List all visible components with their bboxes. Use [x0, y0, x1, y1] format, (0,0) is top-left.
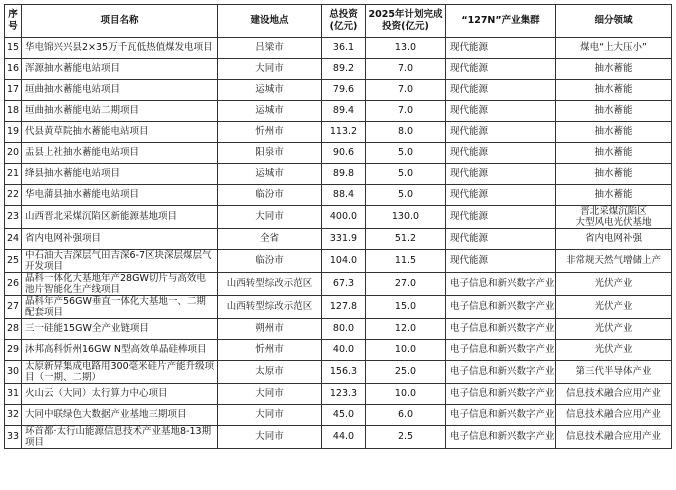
cell-location: 大同市	[218, 59, 322, 80]
cell-name: 绛县抽水蓄能电站项目	[22, 164, 218, 185]
cell-cluster: 现代能源	[446, 122, 556, 143]
table-row	[5, 122, 672, 143]
cell-plan-2025: 12.0	[366, 319, 446, 340]
cell-cluster: 现代能源	[446, 229, 556, 250]
cell-no: 26	[5, 273, 22, 296]
cell-total-invest: 123.3	[322, 384, 366, 405]
cell-plan-2025: 10.0	[366, 384, 446, 405]
cell-location: 运城市	[218, 80, 322, 101]
cell-name: 华电蒲县抽水蓄能电站项目	[22, 185, 218, 206]
cell-no: 30	[5, 361, 22, 384]
cell-no: 32	[5, 405, 22, 426]
cell-location: 朔州市	[218, 319, 322, 340]
cell-cluster: 电子信息和新兴数字产业	[446, 296, 556, 319]
cell-plan-2025: 13.0	[366, 38, 446, 59]
cell-location: 山西转型综改示范区	[218, 296, 322, 319]
cell-location: 忻州市	[218, 122, 322, 143]
table-row	[5, 319, 672, 340]
cell-cluster: 电子信息和新兴数字产业	[446, 405, 556, 426]
cell-name: 大同中联绿色大数据产业基地三期项目	[22, 405, 218, 426]
cell-name: 代县黄草院抽水蓄能电站项目	[22, 122, 218, 143]
cell-field: 省内电网补强	[556, 229, 672, 250]
cell-field: 光伏产业	[556, 340, 672, 361]
cell-field: 抽水蓄能	[556, 164, 672, 185]
cell-field: 第三代半导体产业	[556, 361, 672, 384]
cell-name: 省内电网补强项目	[22, 229, 218, 250]
cell-location: 大同市	[218, 206, 322, 229]
cell-cluster: 电子信息和新兴数字产业	[446, 384, 556, 405]
header-plan-2025: 2025年计划完成 投资(亿元)	[366, 5, 446, 38]
cell-plan-2025: 5.0	[366, 185, 446, 206]
table-row	[5, 185, 672, 206]
table-row	[5, 59, 672, 80]
cell-plan-2025: 7.0	[366, 59, 446, 80]
table-row	[5, 38, 672, 59]
cell-location: 吕梁市	[218, 38, 322, 59]
cell-no: 15	[5, 38, 22, 59]
cell-no: 28	[5, 319, 22, 340]
cell-name: 盂县上社抽水蓄能电站项目	[22, 143, 218, 164]
cell-plan-2025: 7.0	[366, 80, 446, 101]
cell-location: 大同市	[218, 405, 322, 426]
cell-no: 22	[5, 185, 22, 206]
cell-total-invest: 89.2	[322, 59, 366, 80]
cell-total-invest: 67.3	[322, 273, 366, 296]
cell-name: 中石油大吉深层气田吉深6-7区块深层煤层气开发项目	[22, 250, 218, 273]
cell-total-invest: 89.4	[322, 101, 366, 122]
cell-name: 环首都·太行山能源信息技术产业基地8-13期项目	[22, 426, 218, 449]
header-no: 序 号	[5, 5, 22, 38]
cell-plan-2025: 11.5	[366, 250, 446, 273]
cell-location: 运城市	[218, 101, 322, 122]
project-table	[4, 4, 672, 449]
header-cluster: “127N”产业集群	[446, 5, 556, 38]
cell-plan-2025: 10.0	[366, 340, 446, 361]
cell-no: 31	[5, 384, 22, 405]
cell-field: 抽水蓄能	[556, 101, 672, 122]
cell-name: 三一硅能15GW全产业链项目	[22, 319, 218, 340]
cell-total-invest: 44.0	[322, 426, 366, 449]
cell-no: 20	[5, 143, 22, 164]
cell-cluster: 电子信息和新兴数字产业	[446, 273, 556, 296]
cell-no: 18	[5, 101, 22, 122]
cell-field: 光伏产业	[556, 273, 672, 296]
cell-field: 抽水蓄能	[556, 143, 672, 164]
table-row	[5, 405, 672, 426]
cell-total-invest: 80.0	[322, 319, 366, 340]
table-container	[4, 4, 672, 449]
cell-total-invest: 156.3	[322, 361, 366, 384]
cell-total-invest: 88.4	[322, 185, 366, 206]
cell-cluster: 现代能源	[446, 250, 556, 273]
cell-total-invest: 89.8	[322, 164, 366, 185]
cell-name: 晶科年产56GW垂直一体化大基地一、二期配套项目	[22, 296, 218, 319]
cell-total-invest: 113.2	[322, 122, 366, 143]
cell-total-invest: 104.0	[322, 250, 366, 273]
cell-field: 抽水蓄能	[556, 59, 672, 80]
cell-total-invest: 90.6	[322, 143, 366, 164]
cell-name: 晶科一体化大基地年产28GW切片与高效电池片智能化生产线项目	[22, 273, 218, 296]
cell-location: 运城市	[218, 164, 322, 185]
table-row	[5, 101, 672, 122]
cell-cluster: 现代能源	[446, 59, 556, 80]
cell-location: 全省	[218, 229, 322, 250]
cell-total-invest: 45.0	[322, 405, 366, 426]
cell-plan-2025: 7.0	[366, 101, 446, 122]
cell-location: 忻州市	[218, 340, 322, 361]
cell-plan-2025: 130.0	[366, 206, 446, 229]
cell-field: 信息技术融合应用产业	[556, 426, 672, 449]
table-row	[5, 143, 672, 164]
cell-field: 光伏产业	[556, 319, 672, 340]
cell-field: 光伏产业	[556, 296, 672, 319]
cell-cluster: 现代能源	[446, 164, 556, 185]
cell-field: 非常规天然气增储上产	[556, 250, 672, 273]
cell-field: 抽水蓄能	[556, 185, 672, 206]
cell-location: 太原市	[218, 361, 322, 384]
cell-field: 信息技术融合应用产业	[556, 384, 672, 405]
cell-location: 临汾市	[218, 250, 322, 273]
cell-no: 16	[5, 59, 22, 80]
cell-plan-2025: 27.0	[366, 273, 446, 296]
cell-name: 太原新昇集成电路用300毫米硅片产能升级项目（一期、二期）	[22, 361, 218, 384]
header-total-invest: 总投资 (亿元)	[322, 5, 366, 38]
cell-plan-2025: 25.0	[366, 361, 446, 384]
cell-location: 临汾市	[218, 185, 322, 206]
cell-plan-2025: 15.0	[366, 296, 446, 319]
cell-field: 抽水蓄能	[556, 122, 672, 143]
cell-total-invest: 79.6	[322, 80, 366, 101]
cell-plan-2025: 8.0	[366, 122, 446, 143]
cell-cluster: 现代能源	[446, 185, 556, 206]
cell-location: 大同市	[218, 384, 322, 405]
table-row	[5, 296, 672, 319]
cell-cluster: 现代能源	[446, 80, 556, 101]
cell-no: 25	[5, 250, 22, 273]
cell-name: 华电锦兴兴县2×35万千瓦低热值煤发电项目	[22, 38, 218, 59]
header-location: 建设地点	[218, 5, 322, 38]
cell-location: 大同市	[218, 426, 322, 449]
table-row	[5, 384, 672, 405]
cell-cluster: 现代能源	[446, 38, 556, 59]
table-row	[5, 229, 672, 250]
cell-plan-2025: 2.5	[366, 426, 446, 449]
cell-no: 21	[5, 164, 22, 185]
cell-cluster: 现代能源	[446, 143, 556, 164]
cell-no: 19	[5, 122, 22, 143]
cell-field: 抽水蓄能	[556, 80, 672, 101]
header-name: 项目名称	[22, 5, 218, 38]
cell-cluster: 电子信息和新兴数字产业	[446, 426, 556, 449]
table-row	[5, 164, 672, 185]
cell-name: 山西晋北采煤沉陷区新能源基地项目	[22, 206, 218, 229]
table-row	[5, 273, 672, 296]
cell-no: 17	[5, 80, 22, 101]
cell-location: 阳泉市	[218, 143, 322, 164]
cell-name: 垣曲抽水蓄能电站项目	[22, 80, 218, 101]
table-row	[5, 361, 672, 384]
cell-plan-2025: 51.2	[366, 229, 446, 250]
cell-total-invest: 400.0	[322, 206, 366, 229]
cell-field: 晋北采煤沉陷区 大型风电光伏基地	[556, 206, 672, 229]
cell-no: 24	[5, 229, 22, 250]
cell-field: 煤电“上大压小”	[556, 38, 672, 59]
cell-no: 23	[5, 206, 22, 229]
cell-cluster: 电子信息和新兴数字产业	[446, 319, 556, 340]
cell-no: 29	[5, 340, 22, 361]
header-row	[5, 5, 672, 38]
cell-location: 山西转型综改示范区	[218, 273, 322, 296]
cell-no: 33	[5, 426, 22, 449]
cell-cluster: 现代能源	[446, 206, 556, 229]
cell-cluster: 电子信息和新兴数字产业	[446, 361, 556, 384]
cell-name: 火山云（大同）太行算力中心项目	[22, 384, 218, 405]
header-field: 细分领域	[556, 5, 672, 38]
cell-name: 沐邦高科忻州16GW N型高效单晶硅棒项目	[22, 340, 218, 361]
cell-total-invest: 331.9	[322, 229, 366, 250]
table-row	[5, 80, 672, 101]
cell-total-invest: 36.1	[322, 38, 366, 59]
cell-plan-2025: 6.0	[366, 405, 446, 426]
cell-total-invest: 127.8	[322, 296, 366, 319]
cell-cluster: 现代能源	[446, 101, 556, 122]
table-row	[5, 340, 672, 361]
cell-field: 信息技术融合应用产业	[556, 405, 672, 426]
cell-plan-2025: 5.0	[366, 164, 446, 185]
table-row	[5, 426, 672, 449]
cell-no: 27	[5, 296, 22, 319]
table-row	[5, 250, 672, 273]
cell-name: 浑源抽水蓄能电站项目	[22, 59, 218, 80]
cell-cluster: 电子信息和新兴数字产业	[446, 340, 556, 361]
cell-plan-2025: 5.0	[366, 143, 446, 164]
cell-total-invest: 40.0	[322, 340, 366, 361]
table-row	[5, 206, 672, 229]
cell-name: 垣曲抽水蓄能电站二期项目	[22, 101, 218, 122]
